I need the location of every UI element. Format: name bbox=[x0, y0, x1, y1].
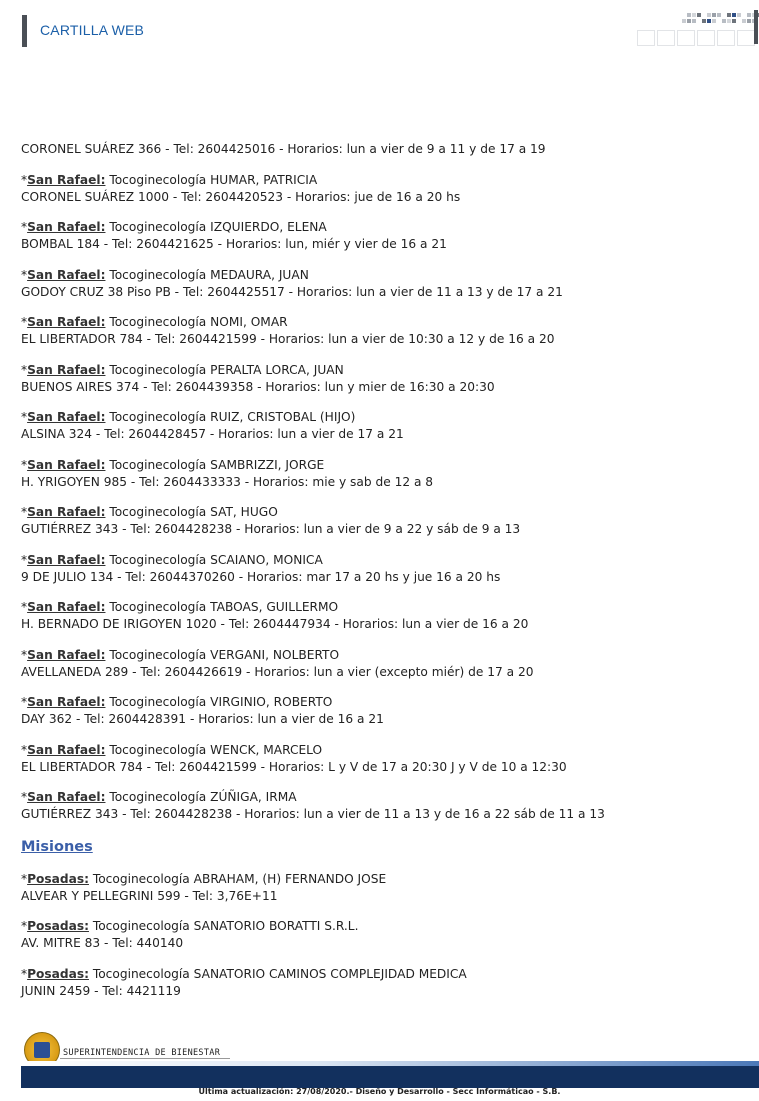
entry-address: JUNIN 2459 - Tel: 4421119 bbox=[21, 983, 181, 998]
entry-city: San Rafael: bbox=[27, 410, 106, 424]
entry-city: San Rafael: bbox=[27, 220, 106, 234]
provider-entry bbox=[21, 457, 741, 491]
provider-entry bbox=[21, 172, 741, 206]
entry-description: Tocoginecología PERALTA LORCA, JUAN bbox=[109, 362, 344, 377]
entry-title-line: *San Rafael: Tocoginecología TABOAS, GUILLERMO bbox=[21, 600, 339, 614]
entry-city: Posadas: bbox=[27, 871, 89, 886]
entry-description: Tocoginecología TABOAS, GUILLERMO bbox=[109, 600, 339, 614]
entry-address: AV. MITRE 83 - Tel: 440140 bbox=[21, 936, 184, 950]
entry-address: CORONEL SUÁREZ 366 - Tel: 2604425016 - Horarios: lun a vier de 9 a 11 y de 17 a 19 bbox=[21, 142, 546, 156]
entry-title-line: *San Rafael: Tocoginecología SCAIANO, MONICA bbox=[21, 552, 323, 567]
entry-city: San Rafael: bbox=[27, 742, 106, 757]
provider-entry bbox=[21, 552, 741, 586]
entry-description: Tocoginecología SAMBRIZZI, JORGE bbox=[109, 457, 325, 472]
entry-description: Tocoginecología SANATORIO CAMINOS COMPLEJIDAD MEDICA bbox=[92, 966, 467, 981]
entry-city: San Rafael: bbox=[27, 362, 106, 377]
entry-address: H. BERNADO DE IRIGOYEN 1020 - Tel: 2604447934 - Horarios: lun a vier de 16 a 20 bbox=[21, 617, 529, 631]
entry-address: DAY 362 - Tel: 2604428391 - Horarios: lun a vier de 16 a 21 bbox=[21, 712, 384, 726]
provider-entry bbox=[21, 871, 741, 905]
entry-description: Tocoginecología WENCK, MARCELO bbox=[109, 742, 323, 757]
entry-city: San Rafael: bbox=[27, 695, 106, 709]
entry-address: BUENOS AIRES 374 - Tel: 2604439358 - Horarios: lun y mier de 16:30 a 20:30 bbox=[21, 379, 495, 394]
entry-address: EL LIBERTADOR 784 - Tel: 2604421599 - Horarios: L y V de 17 a 20:30 J y V de 10 a 12:30 bbox=[21, 759, 567, 774]
entry-address: ALSINA 324 - Tel: 2604428457 - Horarios: lun a vier de 17 a 21 bbox=[21, 427, 404, 441]
provider-entry bbox=[21, 966, 741, 1000]
provider-entry bbox=[21, 918, 741, 952]
entry-title-line: *San Rafael: Tocoginecología ZÚÑIGA, IRMA bbox=[21, 790, 297, 804]
entry-address: H. YRIGOYEN 985 - Tel: 2604433333 - Horarios: mie y sab de 12 a 8 bbox=[21, 474, 434, 489]
footer-divider bbox=[60, 1058, 230, 1059]
entry-city: San Rafael: bbox=[27, 315, 106, 329]
entry-city: San Rafael: bbox=[27, 172, 106, 187]
footer-organization: SUPERINTENDENCIA DE BIENESTAR bbox=[63, 1048, 221, 1058]
entry-description: Tocoginecología IZQUIERDO, ELENA bbox=[109, 220, 327, 234]
entry-address: GUTIÉRREZ 343 - Tel: 2604428238 - Horarios: lun a vier de 9 a 22 y sáb de 9 a 13 bbox=[21, 522, 521, 536]
provider-entry bbox=[21, 362, 741, 396]
entry-description: Tocoginecología VIRGINIO, ROBERTO bbox=[109, 695, 333, 709]
entry-title-line: *San Rafael: Tocoginecología SAMBRIZZI, JORGE bbox=[21, 457, 325, 472]
provider-entry bbox=[21, 694, 741, 728]
page-footer bbox=[0, 1028, 759, 1101]
entry-city: Posadas: bbox=[27, 966, 89, 981]
entry-address: BOMBAL 184 - Tel: 2604421625 - Horarios: lun, miér y vier de 16 a 21 bbox=[21, 237, 447, 251]
provider-entry bbox=[21, 219, 741, 253]
entry-continuation bbox=[21, 141, 741, 158]
provider-list-san-rafael bbox=[21, 172, 741, 824]
entry-title-line: *San Rafael: Tocoginecología SAT, HUGO bbox=[21, 505, 278, 519]
header-decoration bbox=[634, 10, 759, 50]
entry-address: AVELLANEDA 289 - Tel: 2604426619 - Horarios: lun a vier (excepto miér) de 17 a 20 bbox=[21, 664, 534, 679]
entry-address: GODOY CRUZ 38 Piso PB - Tel: 2604425517 - Horarios: lun a vier de 11 a 13 y de 17 a 21 bbox=[21, 284, 563, 299]
provider-entry bbox=[21, 409, 741, 443]
provider-entry bbox=[21, 267, 741, 301]
entry-description: Tocoginecología SAT, HUGO bbox=[109, 505, 278, 519]
entry-city: San Rafael: bbox=[27, 552, 106, 567]
entry-title-line: *Posadas: Tocoginecología SANATORIO BORATTI S.R.L. bbox=[21, 919, 359, 933]
entry-title-line: *San Rafael: Tocoginecología PERALTA LORCA, JUAN bbox=[21, 362, 344, 377]
provider-entry bbox=[21, 314, 741, 348]
entry-title-line: *San Rafael: Tocoginecología RUIZ, CRISTOBAL (HIJO) bbox=[21, 410, 356, 424]
footer-last-update: Ultima actualización: 27/08/2020.- Diseño y Desarrollo - Secc Informáticao - S.B. bbox=[198, 1087, 561, 1096]
header-title: CARTILLA WEB bbox=[40, 22, 145, 38]
entry-description: Tocoginecología ZÚÑIGA, IRMA bbox=[109, 790, 297, 804]
entry-description: Tocoginecología MEDAURA, JUAN bbox=[109, 267, 309, 282]
entry-address: CORONEL SUÁREZ 1000 - Tel: 2604420523 - Horarios: jue de 16 a 20 hs bbox=[21, 189, 461, 204]
section-title-misiones: Misiones bbox=[21, 838, 93, 855]
entry-city: San Rafael: bbox=[27, 505, 106, 519]
entry-address: 9 DE JULIO 134 - Tel: 26044370260 - Horarios: mar 17 a 20 hs y jue 16 a 20 hs bbox=[21, 569, 501, 584]
provider-entry bbox=[21, 504, 741, 538]
entry-city: San Rafael: bbox=[27, 457, 106, 472]
entry-description: Tocoginecología RUIZ, CRISTOBAL (HIJO) bbox=[109, 410, 356, 424]
page-header bbox=[0, 0, 759, 60]
entry-title-line: *San Rafael: Tocoginecología WENCK, MARCELO bbox=[21, 742, 323, 757]
header-accent-bar bbox=[22, 15, 27, 47]
entry-description: Tocoginecología SCAIANO, MONICA bbox=[109, 552, 323, 567]
entry-city: San Rafael: bbox=[27, 600, 106, 614]
entry-address: EL LIBERTADOR 784 - Tel: 2604421599 - Horarios: lun a vier de 10:30 a 12 y de 16 a 20 bbox=[21, 332, 555, 346]
footer-band bbox=[21, 1066, 759, 1088]
entry-title-line: *San Rafael: Tocoginecología NOMI, OMAR bbox=[21, 315, 288, 329]
entry-title-line: *San Rafael: Tocoginecología HUMAR, PATRICIA bbox=[21, 172, 318, 187]
entry-description: Tocoginecología SANATORIO BORATTI S.R.L. bbox=[92, 919, 359, 933]
entry-city: San Rafael: bbox=[27, 647, 106, 662]
provider-list-posadas bbox=[21, 871, 741, 1000]
entry-description: Tocoginecología ABRAHAM, (H) FERNANDO JOSE bbox=[92, 871, 387, 886]
entry-description: Tocoginecología NOMI, OMAR bbox=[109, 315, 288, 329]
provider-entry bbox=[21, 647, 741, 681]
provider-entry bbox=[21, 742, 741, 776]
entry-title-line: *San Rafael: Tocoginecología VIRGINIO, ROBERTO bbox=[21, 695, 333, 709]
entry-title-line: *San Rafael: Tocoginecología VERGANI, NOLBERTO bbox=[21, 647, 340, 662]
entry-city: San Rafael: bbox=[27, 790, 106, 804]
entry-description: Tocoginecología HUMAR, PATRICIA bbox=[109, 172, 318, 187]
provider-entry bbox=[21, 789, 741, 823]
entry-title-line: *Posadas: Tocoginecología SANATORIO CAMINOS COMPLEJIDAD MEDICA bbox=[21, 966, 467, 981]
entry-title-line: *Posadas: Tocoginecología ABRAHAM, (H) FERNANDO JOSE bbox=[21, 871, 387, 886]
provider-entry bbox=[21, 599, 741, 633]
entry-description: Tocoginecología VERGANI, NOLBERTO bbox=[109, 647, 340, 662]
entry-address: ALVEAR Y PELLEGRINI 599 - Tel: 3,76E+11 bbox=[21, 888, 278, 903]
directory-content bbox=[21, 141, 741, 1013]
entry-title-line: *San Rafael: Tocoginecología IZQUIERDO, ELENA bbox=[21, 220, 327, 234]
entry-city: Posadas: bbox=[27, 919, 89, 933]
entry-address: GUTIÉRREZ 343 - Tel: 2604428238 - Horarios: lun a vier de 11 a 13 y de 16 a 22 sáb de 11 a 13 bbox=[21, 807, 605, 821]
entry-city: San Rafael: bbox=[27, 267, 106, 282]
entry-title-line: *San Rafael: Tocoginecología MEDAURA, JUAN bbox=[21, 267, 309, 282]
